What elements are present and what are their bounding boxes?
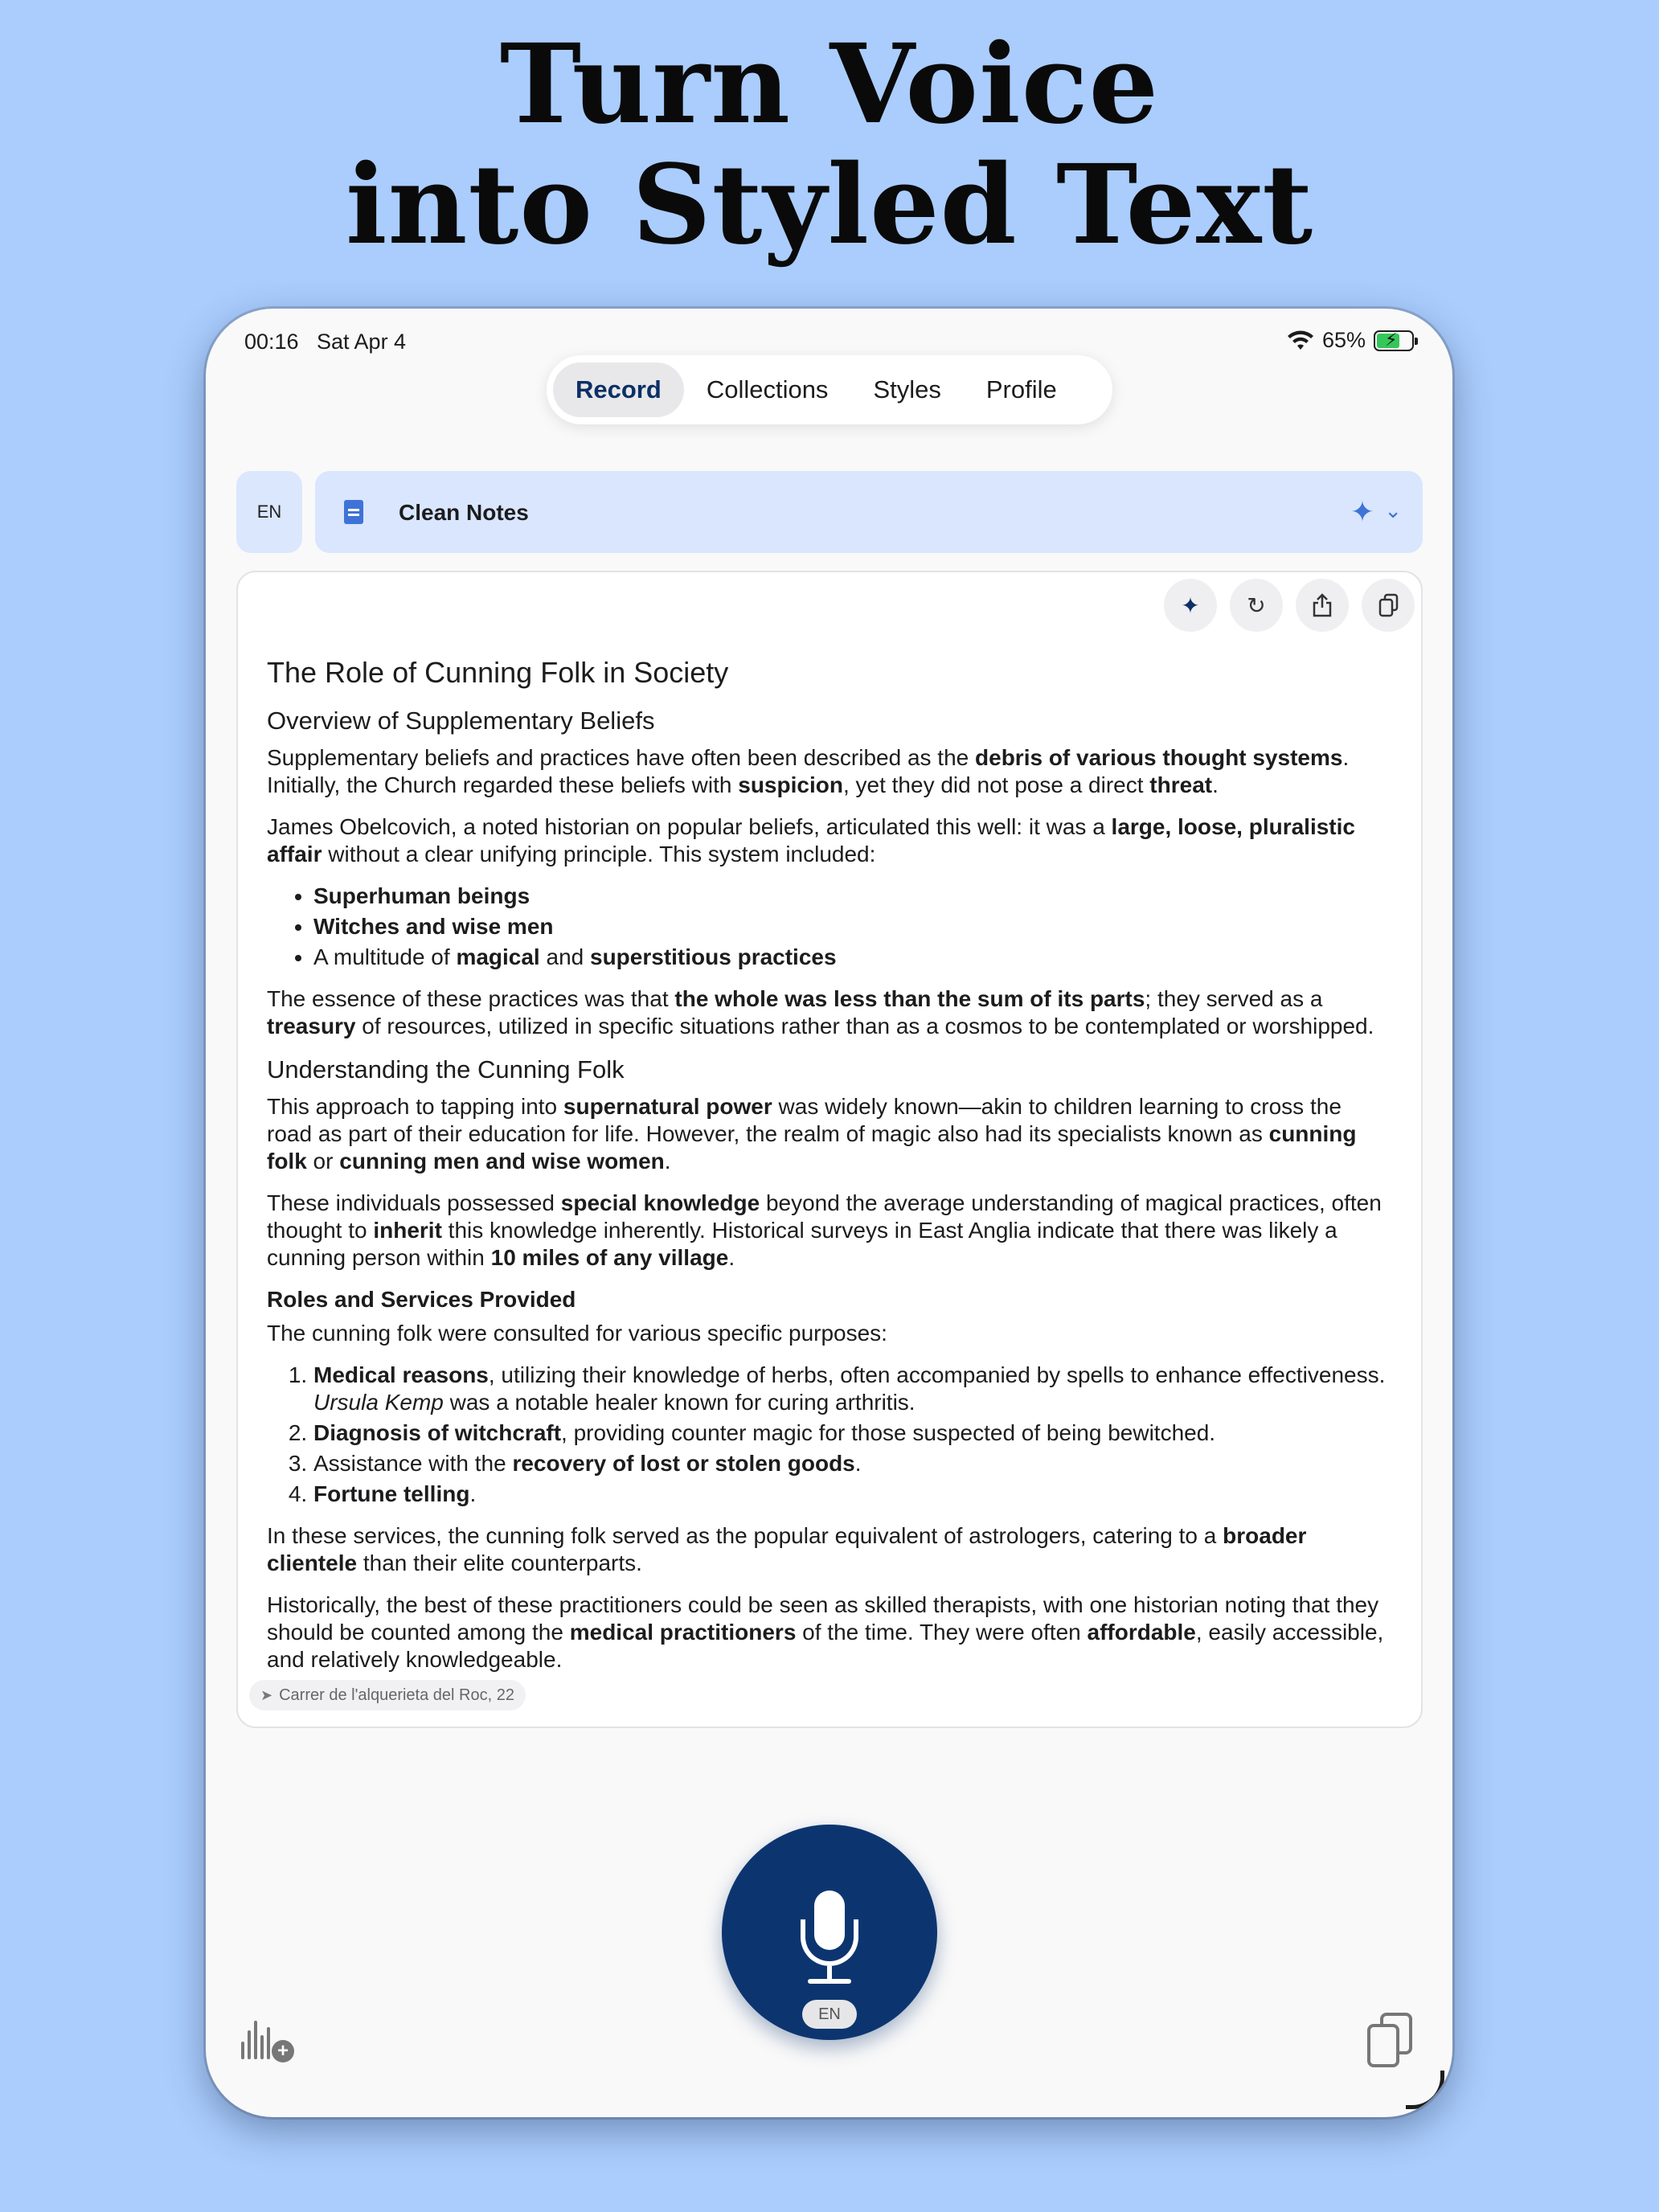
- style-selector-label: Clean Notes: [399, 500, 529, 525]
- status-time: 00:16: [244, 330, 299, 354]
- enhance-button[interactable]: [1164, 579, 1217, 632]
- section-heading: Overview of Supplementary Beliefs: [267, 707, 655, 735]
- language-button[interactable]: EN: [236, 471, 302, 553]
- mic-language-badge[interactable]: EN: [802, 2000, 857, 2029]
- paragraph: The cunning folk were consulted for various specific purposes:: [267, 1321, 887, 1346]
- list-item: 3. Assistance with the recovery of lost or stolen goods.: [313, 1450, 1392, 1477]
- share-button[interactable]: [1296, 579, 1349, 632]
- copy-button[interactable]: [1362, 579, 1415, 632]
- wifi-icon: [1287, 330, 1314, 351]
- headline-line-1: Turn Voice: [499, 20, 1160, 149]
- paragraph: Supplementary beliefs and practices have often been described as the debris of various thought systems. Initially, the Church regarded these beliefs with suspicion, yet they did not pose a direct threat.: [267, 745, 1350, 797]
- document-icon: [344, 500, 363, 524]
- battery-icon: ⚡: [1374, 330, 1414, 351]
- regenerate-button[interactable]: [1230, 579, 1283, 632]
- list-item: • A multitude of magical and superstitious practices: [313, 944, 1392, 971]
- battery-percent: 65%: [1321, 328, 1366, 352]
- headline-line-2: into Styled Text: [345, 141, 1314, 269]
- paragraph: Historically, the best of these practitioners could be seen as skilled therapists, with one historian noting that they should be counted among the medical practitioners of the time. They were often affordable, easily accessible, and relatively knowledgeable.: [267, 1592, 1384, 1672]
- style-selector[interactable]: [315, 471, 1423, 553]
- location-chip[interactable]: [249, 1680, 526, 1710]
- list-item: • Superhuman beings: [313, 883, 1392, 910]
- paragraph: This approach to tapping into supernatural power was widely known—akin to children learning to cross the road as part of their education for life. However, the realm of magic also had its specialists known as cunning folk or cunning men and wise women.: [267, 1094, 1357, 1174]
- sparkle-icon: ✦: [1350, 495, 1374, 528]
- tab-collections[interactable]: Collections: [706, 375, 829, 403]
- location-text: Carrer de l'alquerieta del Roc, 22: [279, 1686, 514, 1704]
- tab-profile[interactable]: Profile: [985, 375, 1057, 403]
- status-date: Sat Apr 4: [317, 330, 407, 354]
- section-heading: Understanding the Cunning Folk: [267, 1055, 625, 1083]
- location-arrow-icon: ➤: [260, 1686, 273, 1703]
- tab-record[interactable]: Record: [553, 363, 684, 417]
- refresh-icon: ↻: [1247, 592, 1266, 618]
- chevron-down-icon: ⌄: [1384, 498, 1402, 522]
- resize-handle[interactable]: [1406, 2071, 1444, 2109]
- record-button[interactable]: [722, 1825, 937, 2040]
- transcript-card: [236, 571, 1423, 1728]
- document-body: [267, 656, 1392, 1688]
- headline: [0, 20, 1659, 269]
- device-frame: [206, 309, 1452, 2117]
- status-right: [1287, 328, 1414, 353]
- tab-styles[interactable]: Styles: [873, 375, 941, 403]
- list-item: 1. Medical reasons, utilizing their knowledge of herbs, often accompanied by spells to enhance effectiveness. Ursula Kemp was a notable healer known for curing arthritis.: [313, 1362, 1392, 1416]
- numbered-list: [313, 1362, 1392, 1508]
- share-icon: [1312, 593, 1333, 617]
- list-item: 4. Fortune telling.: [313, 1481, 1392, 1508]
- paragraph: James Obelcovich, a noted historian on popular beliefs, articulated this well: it was a large, loose, pluralistic affair without a clear unifying principle. This system included:: [267, 814, 1355, 866]
- tab-bar: [547, 355, 1112, 424]
- list-item: • Witches and wise men: [313, 913, 1392, 940]
- document-title: The Role of Cunning Folk in Society: [267, 656, 729, 689]
- paragraph: The essence of these practices was that the whole was less than the sum of its parts; they served as a treasury of resources, utilized in specific situations rather than as a cosmos to be contemplated or worshipped.: [267, 986, 1374, 1038]
- paragraph: In these services, the cunning folk served as the popular equivalent of astrologers, catering to a broader clientele than their elite counterparts.: [267, 1523, 1307, 1575]
- copy-icon[interactable]: [1366, 2013, 1414, 2071]
- waveform-add-icon[interactable]: +: [240, 2019, 296, 2067]
- card-actions: [1164, 579, 1415, 632]
- subsection-heading: Roles and Services Provided: [267, 1287, 576, 1312]
- list-item: 2. Diagnosis of witchcraft, providing counter magic for those suspected of being bewitched.: [313, 1419, 1392, 1447]
- sparkle-icon: ✦: [1181, 592, 1200, 618]
- paragraph: These individuals possessed special knowledge beyond the average understanding of magical practices, often thought to inherit this knowledge inherently. Historical surveys in East Anglia indicate that there was likely a cunning person within 10 miles of any village.: [267, 1190, 1382, 1270]
- bullet-list: [313, 883, 1392, 971]
- copy-icon: [1378, 593, 1399, 617]
